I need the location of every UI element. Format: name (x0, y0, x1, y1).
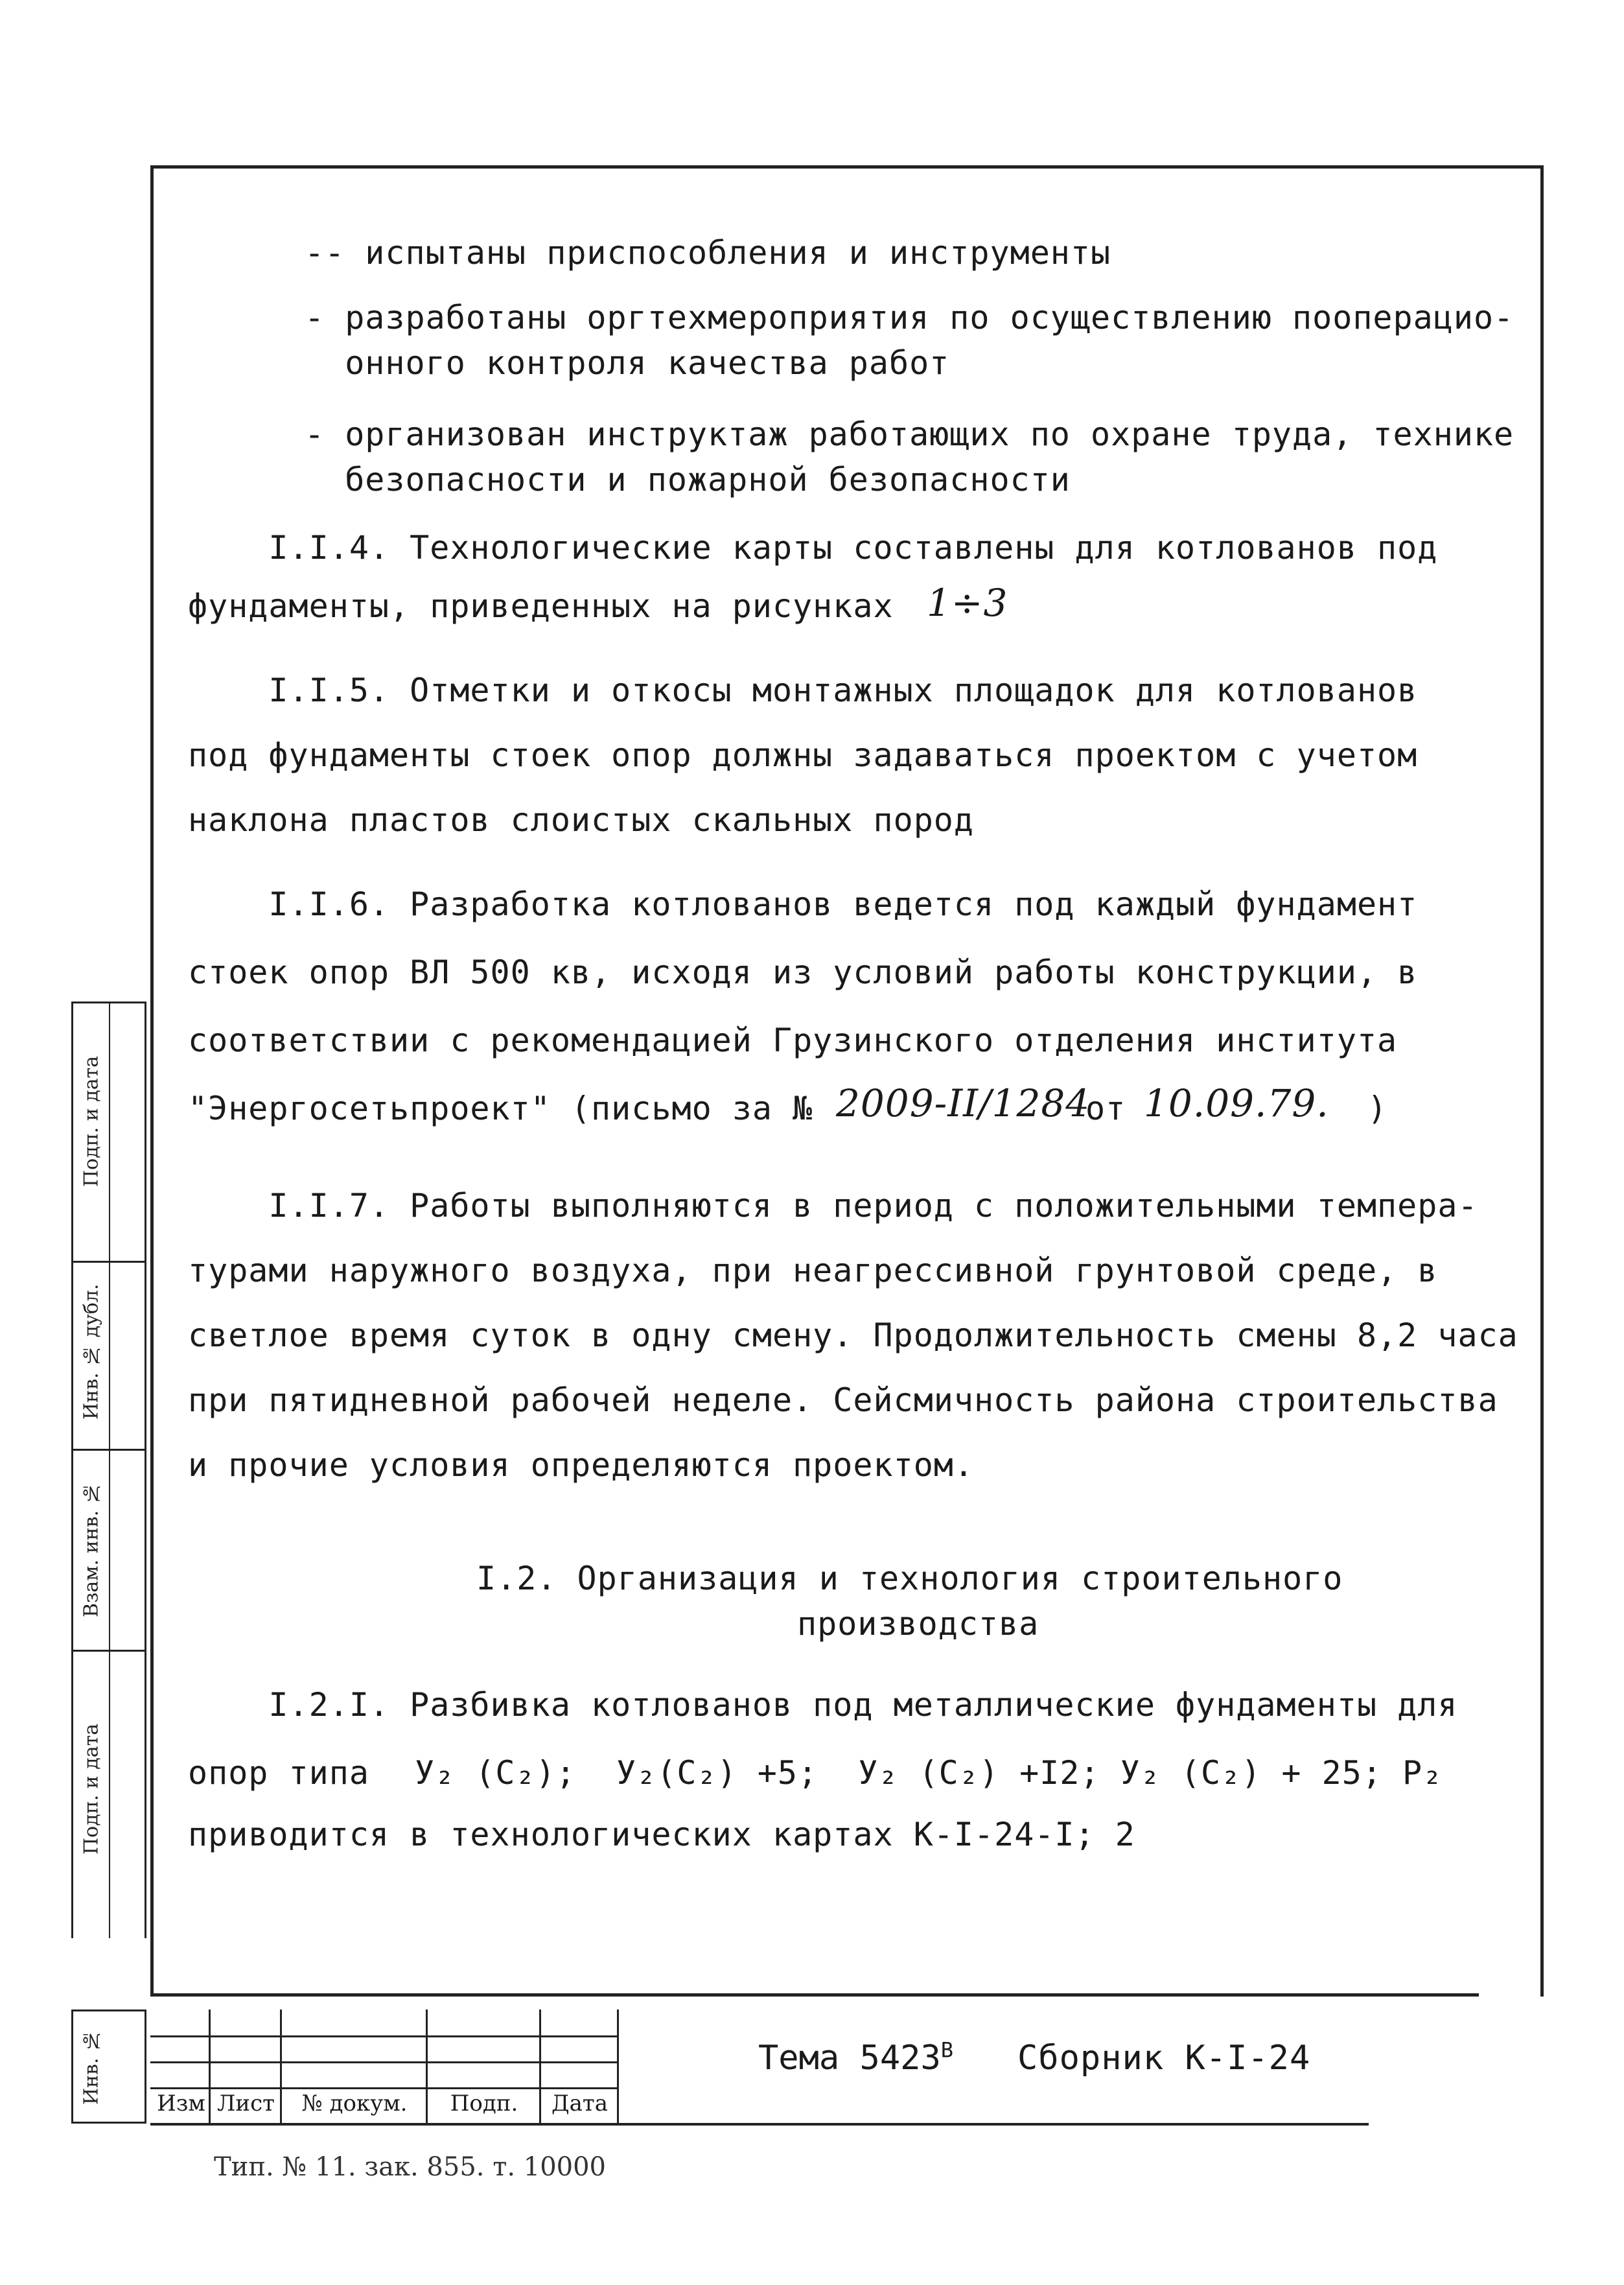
text-line: -- испытаны приспособления и инструменты (305, 234, 1111, 272)
support-types: У₂ (С₂); У₂(С₂) +5; У₂ (С₂) +I2; У₂ (С₂) + 25; Р₂ (415, 1754, 1443, 1792)
text-line: I.I.4. Технологические карты составлены для котлованов под (188, 529, 1438, 567)
title-block-header: № докум. (301, 2091, 408, 2116)
side-stamp-label: Подп. и дата (80, 1723, 103, 1855)
collection-label: Сборник К-I-24 (1017, 2039, 1311, 2078)
text-line: онного контроля качества работ (305, 344, 950, 382)
title-block-table (150, 2010, 617, 2123)
text-line: безопасности и пожарной безопасности (305, 461, 1071, 498)
title-block-bottom-rule (150, 2123, 1369, 2126)
text-line: турами наружного воздуха, при неагрессивной грунтовой среде, в (188, 1252, 1438, 1289)
text-line: светлое время суток в одну смену. Продолжительность смены 8,2 часа (188, 1317, 1518, 1354)
text-line: приводится в технологических картах К-I-24-I; 2 (188, 1816, 1135, 1853)
side-stamp-label: Подп. и дата (80, 1055, 103, 1188)
side-stamp-label: Инв. № (80, 2028, 103, 2105)
handwritten-letter-number: 2009-II/1284 (836, 1081, 1091, 1125)
text-line: под фундаменты стоек опор должны задаваться проектом с учетом (188, 736, 1418, 774)
text-line: и прочие условия определяются проектом. (188, 1446, 974, 1484)
text-line: - разработаны оргтехмероприятия по осуществлению пооперацио- (305, 299, 1514, 336)
page-frame-bottom (150, 1993, 1479, 1997)
title-block-header: Изм (157, 2091, 205, 2116)
print-footer: Тип. № 11. зак. 855. т. 10000 (214, 2152, 606, 2182)
side-stamp-label: Взам. инв. № (80, 1481, 103, 1617)
section-heading-cont: производства (797, 1605, 1039, 1643)
text-line: I.2.I. Разбивка котлованов под металлические фундаменты для (188, 1686, 1458, 1724)
text-line: I.I.5. Отметки и откосы монтажных площадок для котлованов (188, 672, 1418, 709)
title-block-header: Лист (217, 2091, 275, 2116)
text-line: соответствии с рекомендацией Грузинского отделения института (188, 1022, 1398, 1059)
handwritten-letter-date: 10.09.79. (1144, 1081, 1329, 1125)
text-line: фундаменты, приведенных на рисунках (188, 587, 894, 625)
handwritten-figure-range: 1÷3 (927, 581, 1008, 625)
text-line: опор типа (188, 1754, 369, 1792)
text-line: "Энергосетьпроект" (письмо за № (188, 1090, 813, 1127)
section-heading: I.2. Организация и технология строительного (476, 1560, 1343, 1597)
title-block-header: Дата (551, 2091, 608, 2116)
text-line: при пятидневной рабочей неделе. Сейсмичность района строительства (188, 1381, 1498, 1419)
side-stamp-label: Инв. № дубл. (80, 1283, 103, 1420)
text-line: I.I.7. Работы выполняются в период с положительными темпера- (188, 1187, 1478, 1225)
text-line: I.I.6. Разработка котлованов ведется под каждый фундамент (188, 885, 1418, 923)
theme-label: Тема $5423^В$ (758, 2037, 954, 2078)
text-line: стоек опор ВЛ 500 кв, исходя из условий работы конструкции, в (188, 954, 1418, 991)
text-line: - организован инструктаж работающих по охране труда, технике (305, 416, 1514, 453)
text-close-paren: ) (1367, 1090, 1388, 1127)
text-line: наклона пластов слоистых скальных пород (188, 801, 974, 839)
text-letter-of: от (1085, 1090, 1126, 1127)
side-stamp-inventory (71, 2010, 146, 2124)
side-stamp-strip (71, 1002, 146, 1938)
title-block-header: Подп. (450, 2091, 518, 2116)
